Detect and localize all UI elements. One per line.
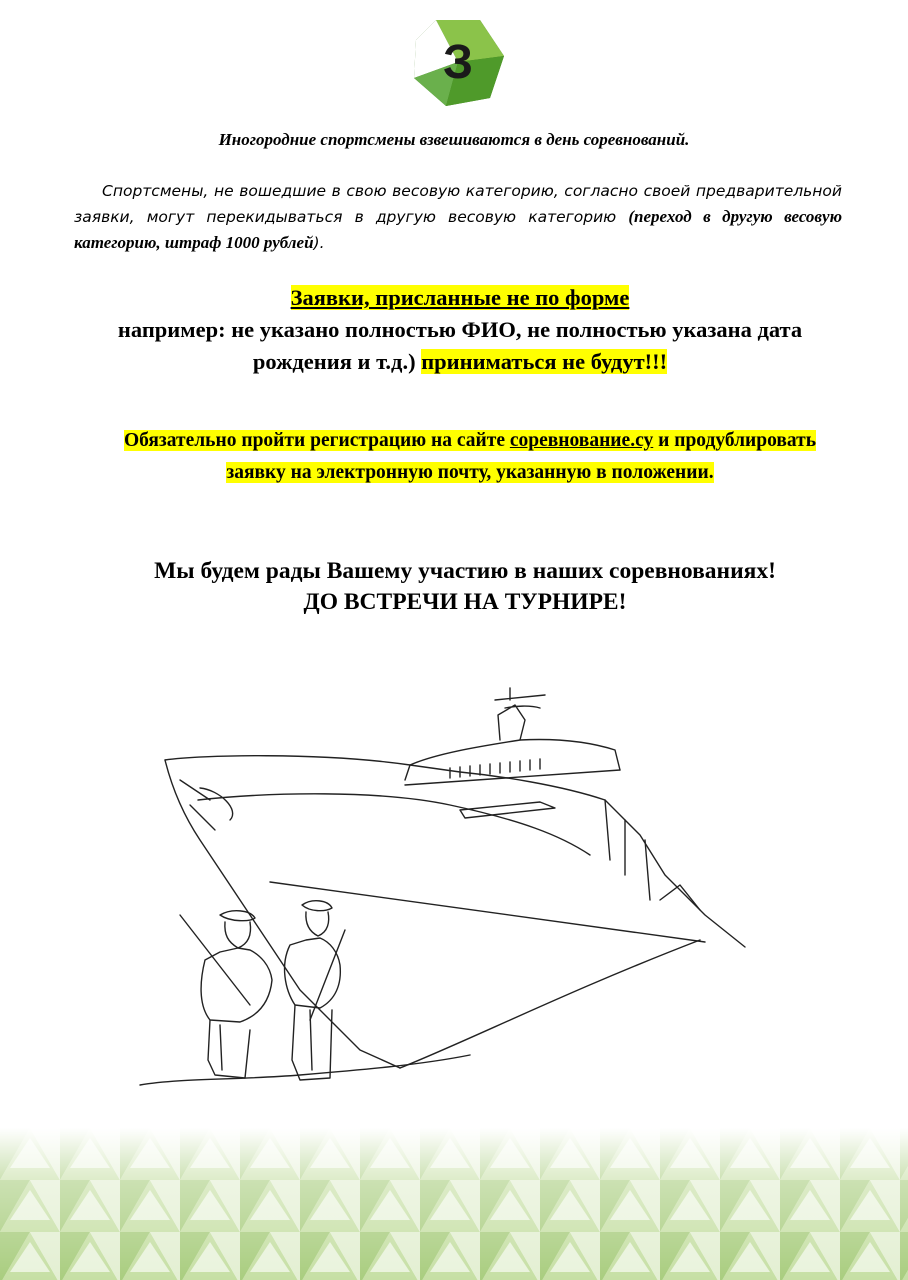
soldier-right <box>302 901 332 911</box>
notice-weigh-in: Иногородние спортсмены взвешиваются в день соревнований. <box>218 130 690 149</box>
warning-body: например: не указано полностью ФИО, не полностью указана дата рождения и т.д.) <box>117 317 803 374</box>
registration-block <box>120 425 820 489</box>
ship-superstructure <box>405 739 620 780</box>
logo-letter: З <box>442 36 474 89</box>
footer-triangle-pattern <box>0 1128 908 1280</box>
notice-paren-open: ( <box>628 207 635 226</box>
warning-highlight: приниматься не будут!!! <box>421 349 668 374</box>
warning-heading: Заявки, присланные не по форме <box>290 285 630 310</box>
registration-text1: Обязательно пройти регистрацию на сайте <box>123 430 510 451</box>
closing-block <box>0 556 908 618</box>
notice-paren-close: ). <box>313 234 325 252</box>
warning-block <box>80 282 840 378</box>
logo <box>408 16 508 108</box>
ship-soldiers-illustration <box>120 660 780 1110</box>
ship-hull-bottom <box>165 760 400 1068</box>
closing-line1: Мы будем рады Вашему участию в наших соревнованиях! <box>154 558 776 584</box>
closing-line2: ДО ВСТРЕЧИ НА ТУРНИРЕ! <box>303 589 627 615</box>
notice-penalty: переход в другую весовую категорию, штраф 1000 рублей <box>74 207 842 252</box>
notice-weight-category <box>74 178 842 256</box>
ship-mast <box>495 688 545 740</box>
registration-site-link[interactable]: соревнование.су <box>509 430 654 451</box>
registration-text2: и продублировать заявку на электронную почту, указанную в положении. <box>226 430 817 483</box>
notice-weight-category-text: Спортсмены, не вошедшие в свою весовую категорию, согласно своей предварительной заявки, могут перекидываться в другую весовую категорию <box>74 182 842 226</box>
